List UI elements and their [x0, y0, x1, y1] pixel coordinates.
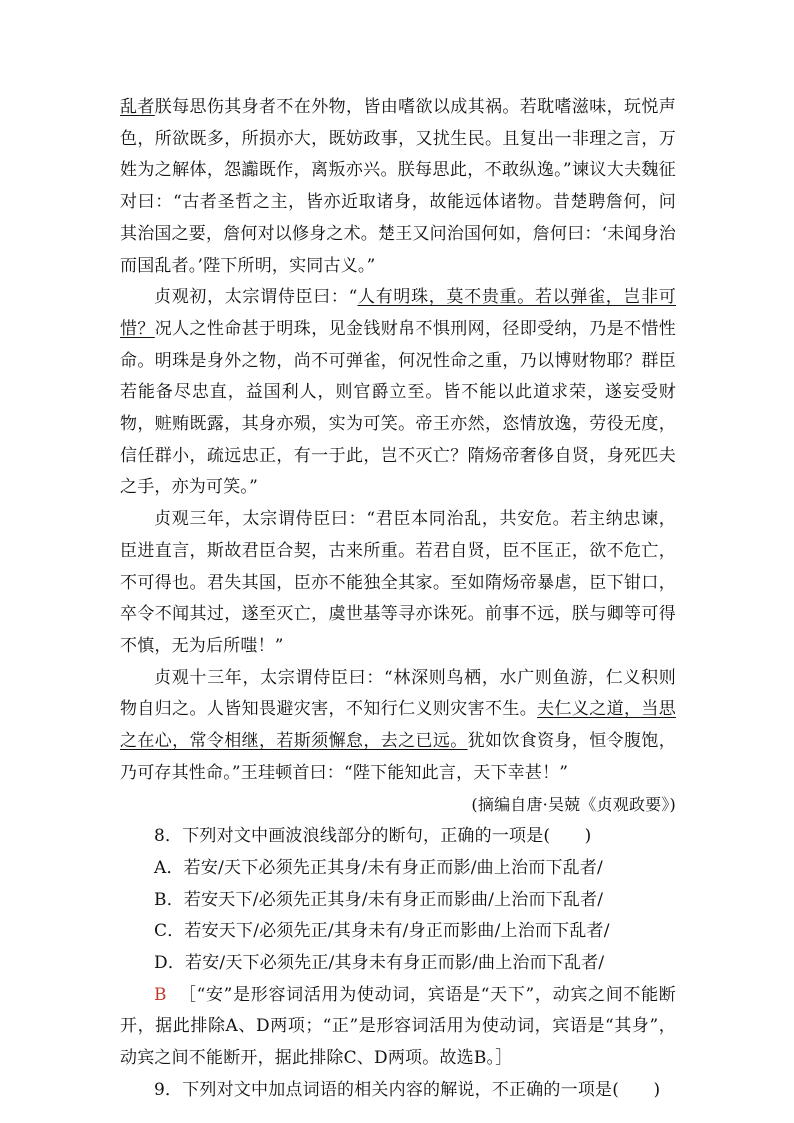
passage-text: 贞观初，太宗谓侍臣曰：“ — [154, 287, 358, 308]
passage-paragraph-1 — [120, 92, 676, 282]
wavy-underlined-text: 乱者 — [120, 97, 155, 117]
passage-paragraph-2 — [120, 282, 676, 504]
explanation-text: ［“安”是形容词活用为使动词，宾语是“天下”，动宾之间不能断开，据此排除A、D两项；“正”是形容词活用为使动词，宾语是“其身”，动宾之间不能断开，据此排除C、D两项。故选B。］ — [120, 984, 676, 1069]
passage-text: 朕每思伤其身者不在外物，皆由嗜欲以成其祸。若耽嗜滋味，玩悦声色，所欲既多，所损亦大，既妨政事，又扰生民。且复出一非理之言，万姓为之解体，怨讟既作，离叛亦兴。朕每思此，不敢纵逸。”谏议大夫魏征对曰：“古者圣哲之主，皆亦近取诸身，故能远体诸物。昔楚聘詹何，问其治国之要，詹何对以修身之术。楚王又问治国何如，詹何曰：‘未闻身治而国乱者。’陛下所明，实同古义。” — [120, 97, 677, 276]
question-8-option-b: B．若安天下/必须先正其身/未有身正而影曲/上治而下乱者/ — [154, 889, 604, 910]
question-8-explanation — [120, 980, 676, 1075]
underlined-sentence: 夫仁义之道，当思之在心，常令相继，若斯须懈怠，去之已远。 — [120, 699, 676, 752]
passage-paragraph-4 — [120, 663, 676, 790]
question-8-stem: 8．下列对文中画波浪线部分的断句，正确的一项是( ) — [154, 826, 592, 847]
answer-letter: B — [154, 984, 167, 1005]
passage-text: 贞观十三年，太宗谓侍臣曰：“林深则鸟栖，水广则鱼游，仁义积则物自归之。人皆知畏避灾害，不知行仁义则灾害不生。 — [120, 667, 676, 720]
source-citation: (摘编自唐·吴兢《贞观政要》) — [471, 795, 676, 815]
passage-paragraph-3: 贞观三年，太宗谓侍臣曰：“君臣本同治乱，共安危。若主纳忠谏，臣进直言，斯故君臣合契，古来所重。若君自贤，臣不匡正，欲不危亡，不可得也。君失其国，臣亦不能独全其家。至如隋炀帝暴虐，臣下钳口，卒令不闻其过，遂至灭亡，虞世基等寻亦诛死。前事不远，朕与卿等可得不慎，无为后所嗤！” — [120, 509, 676, 656]
passage-text: 犹如饮食资身，恒令腹饱，乃可存其性命。”王珪顿首曰：“陛下能知此言，天下幸甚！” — [120, 731, 676, 783]
question-8-option-d: D．若安/天下必须先正/其身未有身正而影/曲上治而下乱者/ — [154, 952, 605, 973]
question-8-option-c: C．若安天下/必须先正/其身未有/身正而影曲/上治而下乱者/ — [154, 921, 610, 942]
passage-text: 况人之性命甚于明珠，见金钱财帛不惧刑网，径即受纳，乃是不惜性命。明珠是身外之物，尚不可弹雀，何况性命之重，乃以博财物耶？群臣若能备尽忠直，益国利人，则官爵立至。皆不能以此道求荣，遂妄受财物，赃贿既露，其身亦殒，实为可笑。帝王亦然，恣情放逸，劳役无度，信任群小，疏远忠正，有一于此，岂不灭亡？隋炀帝奢侈自贤，身死匹夫之手，亦为可笑。” — [120, 318, 676, 498]
document-page — [120, 92, 676, 1107]
question-8-option-a: A．若安/天下必须先正其身/未有身正而影/曲上治而下乱者/ — [154, 857, 603, 878]
underlined-sentence: 人有明珠，莫不贵重。若以弹雀，岂非可惜？ — [120, 287, 676, 339]
question-9-stem: 9．下列对文中加点词语的相关内容的解说，不正确的一项是( ) — [154, 1079, 661, 1100]
